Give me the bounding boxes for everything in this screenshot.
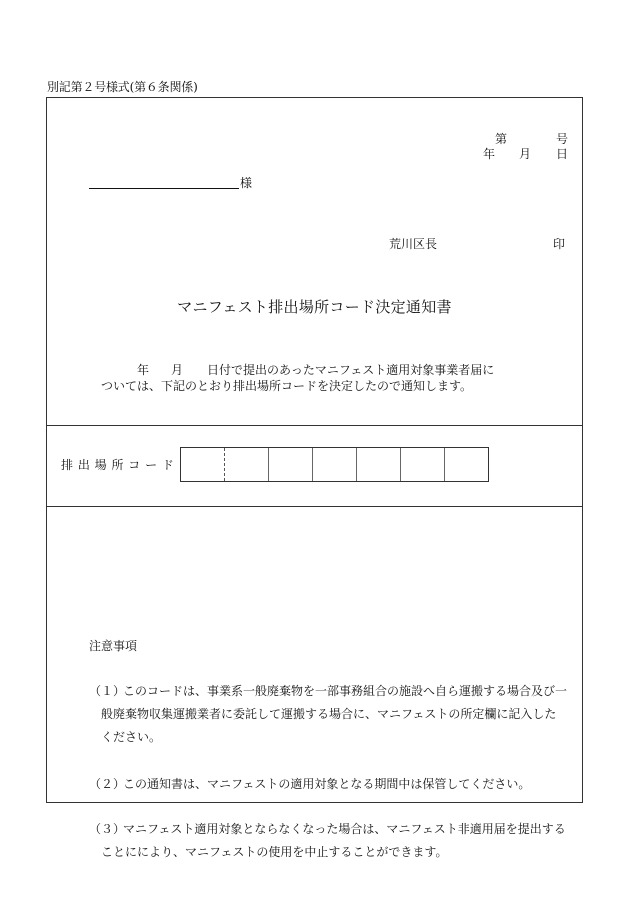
note-2-number: （２） — [89, 777, 126, 791]
code-box[interactable] — [357, 448, 401, 481]
number-prefix: 第 — [495, 132, 508, 146]
code-box[interactable] — [445, 448, 488, 481]
code-box[interactable] — [269, 448, 313, 481]
code-box[interactable] — [225, 448, 269, 481]
number-suffix: 号 — [556, 132, 569, 146]
notes-section — [47, 505, 582, 859]
code-label: 排 出 場 所 コ ー ド — [61, 458, 175, 472]
issuer-title: 荒川区長 — [389, 237, 438, 251]
seal-mark: 印 — [553, 237, 566, 251]
code-box[interactable] — [181, 448, 225, 481]
body-line-1: 日付で提出のあったマニフェスト適用対象事業者届に — [207, 363, 495, 377]
code-section — [47, 425, 582, 507]
date-year-label: 年 — [483, 147, 496, 161]
notice-header-section — [47, 98, 582, 425]
body-line-2: ついては、下記のとおり排出場所コードを決定したので通知します。 — [101, 379, 473, 393]
body-month-label: 月 — [171, 363, 184, 377]
recipient-suffix: 様 — [240, 176, 253, 190]
notes-heading: 注意事項 — [89, 639, 138, 653]
note-1-line-2: 般廃棄物収集運搬業者に委託して運搬する場合に、マニフェストの所定欄に記入した — [101, 707, 557, 721]
note-3-line-1: マニフェスト適用対象とならなくなった場合は、マニフェスト非適用届を提出する — [123, 822, 566, 836]
form-number-label: 別記第２号様式(第６条関係) — [47, 80, 198, 94]
note-3-line-2: ことににより、マニフェストの使用を中止することができます。 — [101, 845, 448, 859]
date-month-label: 月 — [519, 147, 532, 161]
note-1-number: （１） — [89, 684, 126, 698]
note-1-line-3: ください。 — [101, 730, 162, 744]
note-1-line-1: このコードは、事業系一般廃棄物を一部事務組合の施設へ自ら運搬する場合及び一 — [123, 684, 568, 698]
code-boxes — [180, 447, 489, 482]
document-title: マニフェスト排出場所コード決定通知書 — [177, 298, 452, 316]
date-day-label: 日 — [556, 147, 569, 161]
note-2-line-1: この通知書は、マニフェストの適用対象となる期間中は保管してください。 — [123, 777, 531, 791]
note-3-number: （３） — [89, 822, 126, 836]
code-box[interactable] — [401, 448, 445, 481]
body-year-label: 年 — [137, 363, 150, 377]
notice-form-frame — [46, 97, 583, 859]
recipient-name-line — [89, 188, 239, 189]
code-box[interactable] — [313, 448, 357, 481]
